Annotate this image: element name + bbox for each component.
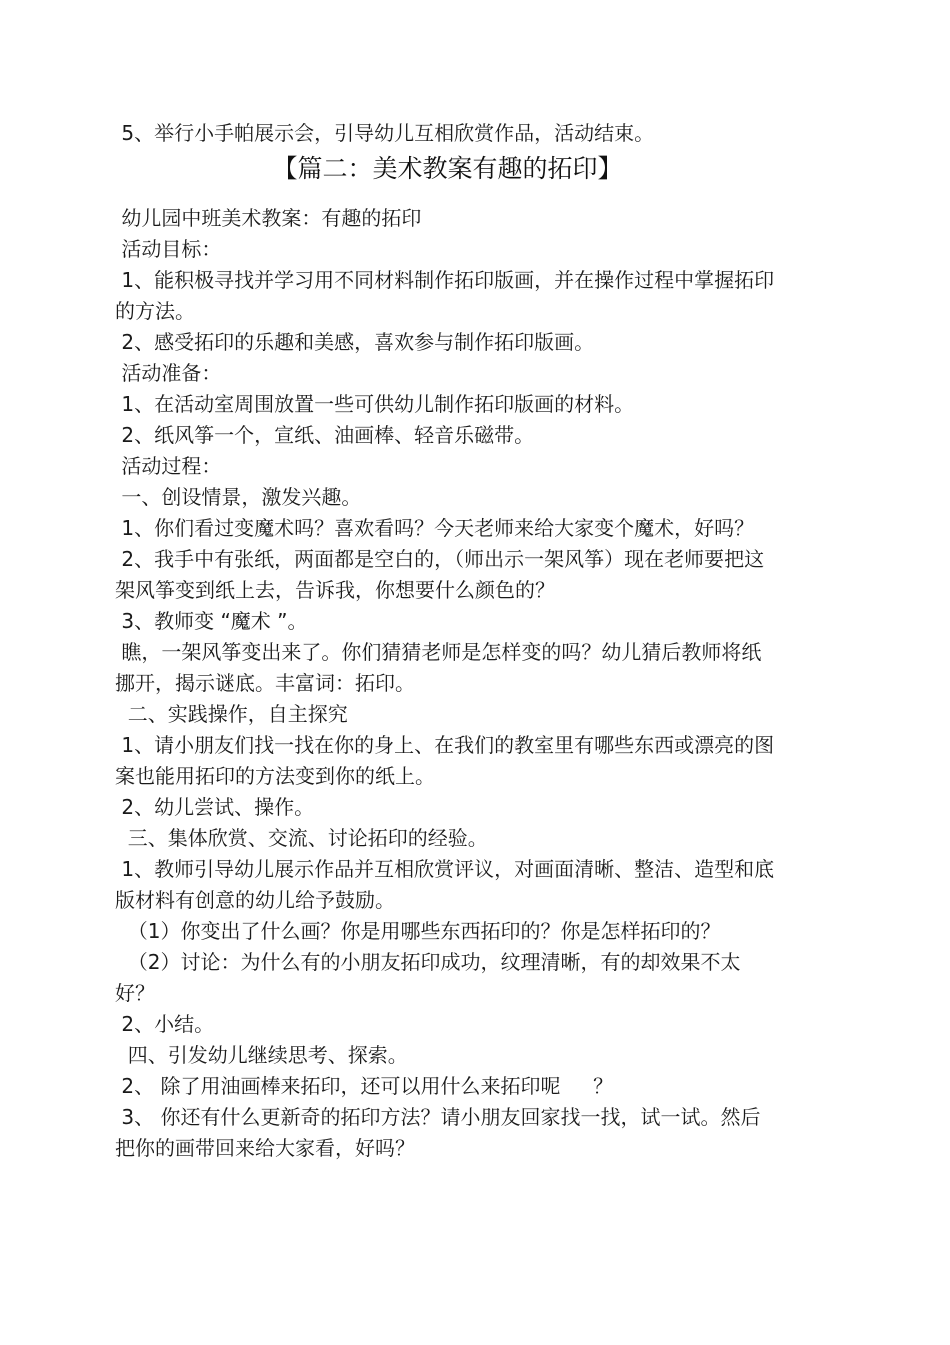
text-line: 3、 你还有什么更新奇的拓印方法？请小朋友回家找一找，试一试。然后把你的画带回来给大家看，好吗？	[115, 1105, 761, 1160]
text-line: 1、教师引导幼儿展示作品并互相欣赏评议，对画面清晰、整洁、造型和底版材料有创意的幼儿给予鼓励。	[115, 857, 775, 912]
text-line: 三、集体欣赏、交流、讨论拓印的经验。	[115, 826, 488, 850]
text-line: （1）你变出了什么画？你是用哪些东西拓印的？你是怎样拓印的？	[115, 919, 721, 943]
text-line: 活动准备：	[115, 361, 222, 385]
text-line: 2、小结。	[115, 1012, 215, 1036]
document-body	[115, 118, 780, 1164]
text-line: 瞧，一架风筝变出来了。你们猜猜老师是怎样变的吗？幼儿猜后教师将纸挪开，揭示谜底。丰富词：拓印。	[115, 640, 762, 695]
text-line: 3、教师变 “魔术 ”。	[115, 609, 308, 633]
section-title: 【篇二：美术教案有趣的拓印】	[272, 154, 623, 183]
text-line: 活动过程：	[115, 454, 222, 478]
text-line: 活动目标：	[115, 237, 222, 261]
text-line: 幼儿园中班美术教案：有趣的拓印	[115, 206, 422, 230]
text-line: 1、能积极寻找并学习用不同材料制作拓印版画，并在操作过程中掌握拓印的方法。	[115, 268, 775, 323]
text-line: 2、幼儿尝试、操作。	[115, 795, 315, 819]
text-line: 2、我手中有张纸，两面都是空白的，（师出示一架风筝）现在老师要把这架风筝变到纸上去，告诉我，你想要什么颜色的？	[115, 547, 765, 602]
text-line: 1、你们看过变魔术吗？喜欢看吗？今天老师来给大家变个魔术，好吗？	[115, 516, 755, 540]
text-line: 二、实践操作，自主探究	[115, 702, 348, 726]
text-line: 1、请小朋友们找一找在你的身上、在我们的教室里有哪些东西或漂亮的图案也能用拓印的方法变到你的纸上。	[115, 733, 775, 788]
intro-line: 5、举行小手帕展示会，引导幼儿互相欣赏作品，活动结束。	[115, 121, 655, 145]
text-line: 2、纸风筝一个，宣纸、油画棒、轻音乐磁带。	[115, 423, 535, 447]
text-line: 四、引发幼儿继续思考、探索。	[115, 1043, 408, 1067]
text-line: 2、感受拓印的乐趣和美感，喜欢参与制作拓印版画。	[115, 330, 595, 354]
text-line: 1、在活动室周围放置一些可供幼儿制作拓印版画的材料。	[115, 392, 635, 416]
text-line: （2）讨论：为什么有的小朋友拓印成功，纹理清晰，有的却效果不太好？	[115, 950, 741, 1005]
text-line: 一、创设情景，激发兴趣。	[115, 485, 362, 509]
text-line: 2、 除了用油画棒来拓印，还可以用什么来拓印呢 ？	[115, 1074, 614, 1098]
